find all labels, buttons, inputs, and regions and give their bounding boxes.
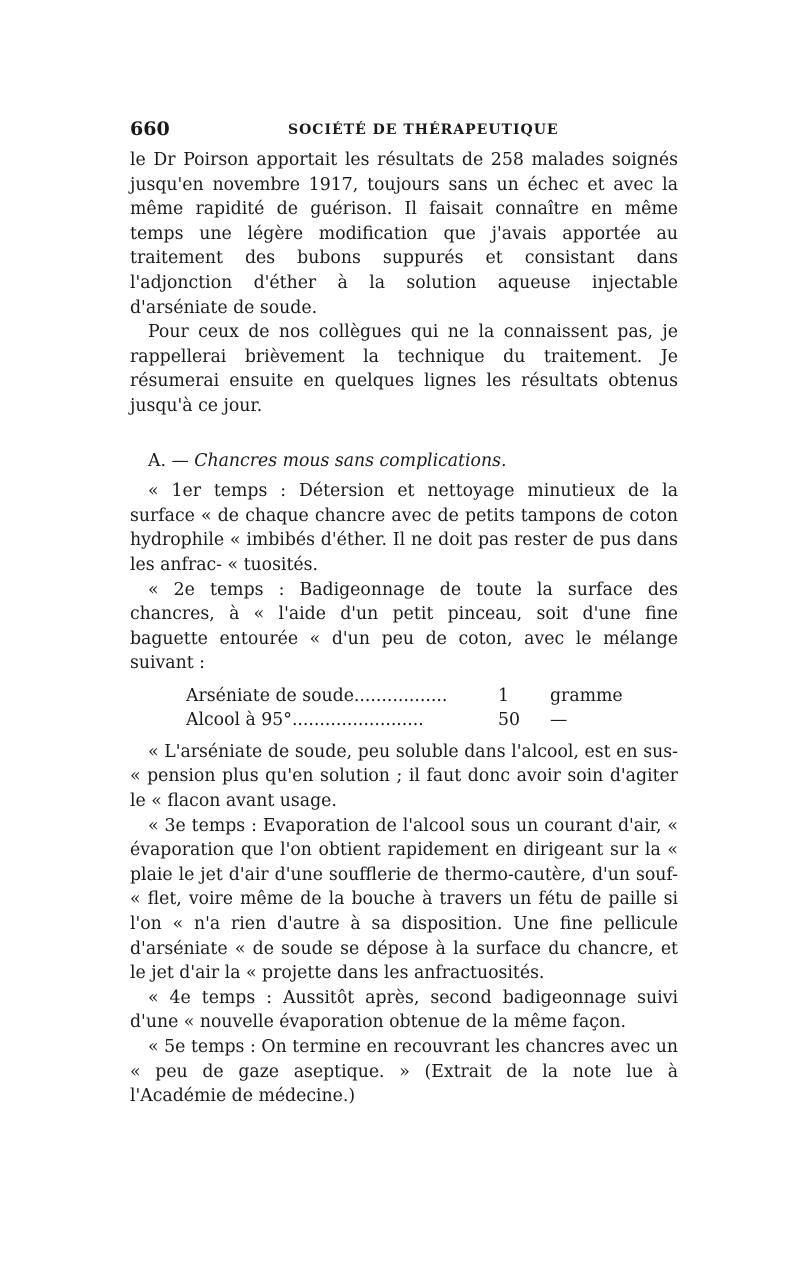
formula-row: [186, 708, 678, 732]
section-heading: [130, 449, 678, 474]
step-5-paragraph: « 5e temps : On termine en recouvrant les chancres avec un « peu de gaze aseptique. » (Extrait de la note lue à l'Académie de médecine.): [130, 1037, 678, 1107]
paragraph-technique-intro: Pour ceux de nos collègues qui ne la connaissent pas, je rappellerai brièvement la technique du traitement. Je résumerai ensuite en quelques lignes les résultats obtenus jusqu'à ce jour.: [130, 322, 678, 416]
formula-block: [186, 684, 678, 732]
step-4-paragraph: « 4e temps : Aussitôt après, second badigeonnage suivi d'une « nouvelle évaporation obtenue de la même façon.: [130, 987, 678, 1033]
formula-row: [186, 684, 678, 708]
formula-quantity: 1: [498, 685, 509, 706]
step-1-paragraph: « 1er temps : Détersion et nettoyage minutieux de la surface « de chaque chancre avec de petits tampons de coton hydrophile « imbibés d'éther. Il ne doit pas rester de pus dans les anfrac- « tuosités.: [130, 481, 678, 575]
formula-unit: —: [550, 709, 568, 730]
page-header: [130, 118, 678, 148]
paragraph-poirson-results: le Dr Poirson apportait les résultats de 258 malades soignés jusqu'en novembre 1917, toujours sans un échec et avec la même rapidité de guérison. Il faisait connaître en même temps une légère modification que j'avais apportée au traitement des bubons suppurés et consistant dans l'adjonction d'éther à la solution aqueuse injectable d'arséniate de soude.: [130, 150, 678, 318]
formula-unit: gramme: [550, 685, 623, 706]
section-label: A. —: [148, 450, 195, 471]
step-3-paragraph: « 3e temps : Evaporation de l'alcool sous un courant d'air, « évaporation que l'on obtient rapidement en dirigeant sur la « plaie le jet d'air d'une soufflerie de thermo-cautère, d'un souf- « flet, voire même de la bouche à travers un fétu de paille si l'on « n'a rien d'autre à sa disposition. Une fine pellicule d'arséniate « de soude se dépose à la surface du chancre, et le jet d'air la « projette dans les anfractuosités.: [130, 815, 678, 984]
formula-quantity: 50: [498, 709, 520, 730]
step-2-note-paragraph: « L'arséniate de soude, peu soluble dans l'alcool, est en sus- « pension plus qu'en solution ; il faut donc avoir soin d'agiter le « flacon avant usage.: [130, 741, 678, 812]
formula-ingredient: Alcool à 95°........................: [186, 709, 424, 730]
running-head: SOCIÉTÉ DE THÉRAPEUTIQUE: [288, 122, 559, 138]
page-number: 660: [130, 118, 170, 140]
formula-ingredient: Arséniate de soude.................: [186, 685, 448, 706]
book-page: [130, 118, 678, 1109]
step-2-paragraph: « 2e temps : Badigeonnage de toute la surface des chancres, à « l'aide d'un petit pinceau, soit d'une fine baguette entourée « d'un peu de coton, avec le mélange suivant :: [130, 579, 678, 674]
section-title: Chancres mous sans complications.: [194, 450, 507, 471]
